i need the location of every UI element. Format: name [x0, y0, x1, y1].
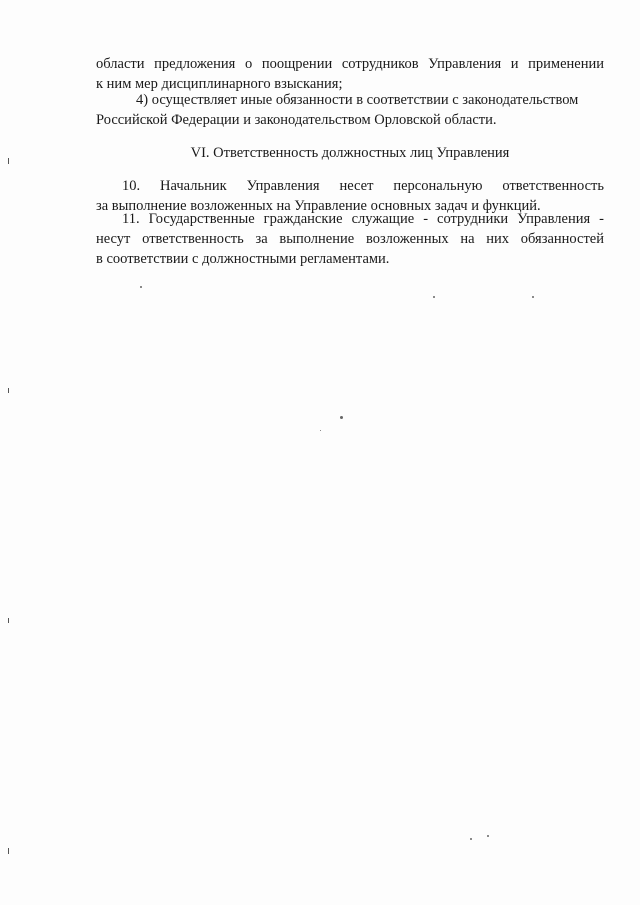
- scan-speck: [433, 296, 435, 298]
- text-line: за выполнение возложенных на Управление основных задач и функций.: [96, 198, 541, 214]
- scan-mark: [8, 848, 9, 854]
- text-line: Российской Федерации и законодательством Орловской области.: [96, 112, 497, 128]
- list-item-4: [96, 90, 604, 130]
- scan-speck: [487, 835, 489, 837]
- paragraph-continuation: [96, 54, 604, 94]
- text-line: к ним мер дисциплинарного взыскания;: [96, 76, 343, 92]
- scan-speck: [320, 430, 321, 431]
- paragraph-11: [96, 209, 604, 269]
- scan-speck: [470, 838, 472, 840]
- scan-speck: [140, 286, 142, 288]
- text-line: области предложения о поощрении сотрудников Управления и применении: [96, 56, 604, 72]
- text-line: 11. Государственные гражданские служащие - сотрудники Управления -: [122, 211, 604, 227]
- text-line: в соответствии с должностными регламентами.: [96, 251, 390, 267]
- text-line: 10. Начальник Управления несет персональную ответственность: [122, 178, 604, 194]
- text-line: несут ответственность за выполнение возложенных на них обязанностей: [96, 231, 604, 247]
- section-heading: VI. Ответственность должностных лиц Управления: [190, 145, 510, 161]
- scan-mark: [8, 158, 9, 164]
- scan-speck: [532, 296, 534, 298]
- scan-speck: [340, 416, 343, 419]
- text-line: 4) осуществляет иные обязанности в соответствии с законодательством: [136, 92, 579, 108]
- scan-mark: [8, 618, 9, 623]
- scan-mark: [8, 388, 9, 393]
